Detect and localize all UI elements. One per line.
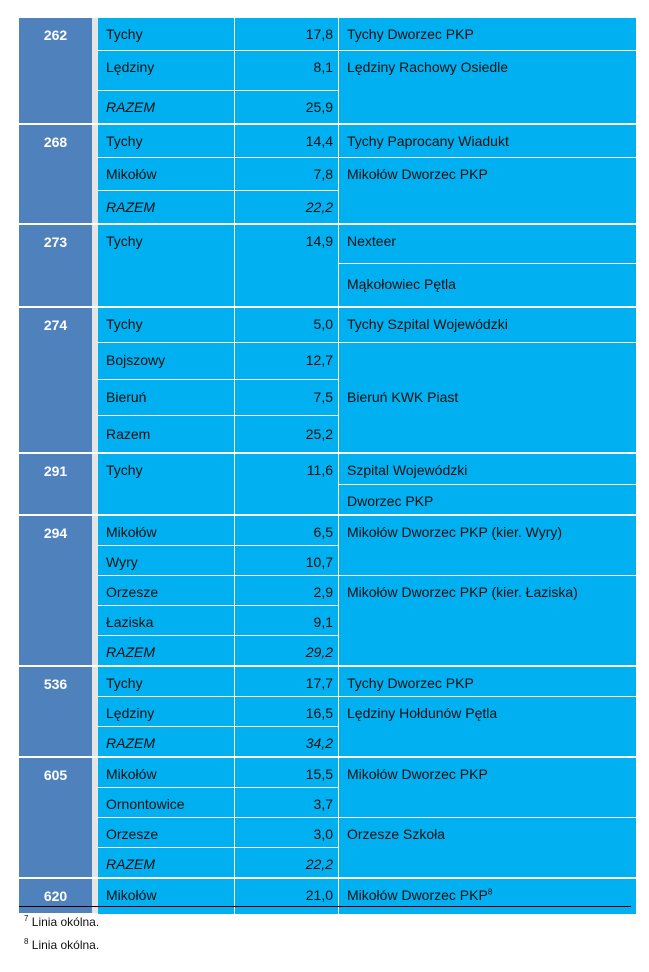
stop-cell: Dworzec PKP — [339, 484, 637, 515]
line-number: 294 — [19, 515, 92, 666]
stop-cell: Lędziny Rachowy Osiedle — [339, 51, 637, 125]
route-table — [19, 18, 636, 915]
total-km: 22,2 — [235, 848, 339, 879]
table-row — [19, 878, 636, 914]
footnote-text: Linia okólna. — [31, 938, 100, 952]
km-cell: 3,7 — [235, 788, 339, 818]
km-cell: 15,5 — [235, 757, 339, 788]
km-cell: 6,5 — [235, 515, 339, 546]
line-number: 605 — [19, 757, 92, 878]
place-cell: Mikołów — [98, 757, 235, 788]
stop-name: Mikołów Dworzec PKP — [347, 887, 488, 903]
stop-cell: Tychy Szpital Wojewódzki — [339, 307, 637, 343]
footnote-mark: 8 — [24, 937, 29, 946]
place-cell: Wyry — [98, 546, 235, 576]
place-cell: Bieruń — [98, 380, 235, 416]
stop-cell: Nexteer — [339, 224, 637, 264]
line-number: 262 — [19, 18, 92, 124]
place-cell: Ornontowice — [98, 788, 235, 818]
footnote-ref: 8 — [487, 887, 493, 897]
place-cell: Lędziny — [98, 51, 235, 91]
table-row — [19, 18, 636, 51]
total-km: 25,9 — [235, 91, 339, 125]
table-row — [19, 757, 636, 788]
km-cell: 8,1 — [235, 51, 339, 91]
total-label: RAZEM — [98, 636, 235, 667]
line-number: 620 — [19, 878, 92, 914]
stop-cell: Orzesze Szkoła — [339, 818, 637, 879]
stop-cell: Tychy Paprocany Wiadukt — [339, 124, 637, 158]
table-row — [19, 51, 636, 91]
km-cell: 7,8 — [235, 158, 339, 191]
total-label: RAZEM — [98, 727, 235, 758]
table-row — [19, 224, 636, 264]
stop-cell: Szpital Wojewódzki — [339, 453, 637, 484]
stop-cell: Mikołów Dworzec PKP (kier. Wyry) — [339, 515, 637, 576]
place-cell: Mikołów — [98, 158, 235, 191]
stop-cell — [339, 878, 637, 914]
line-number: 536 — [19, 666, 92, 757]
km-cell: 14,4 — [235, 124, 339, 158]
stop-cell: Mąkołowiec Pętla — [339, 264, 637, 308]
place-cell: Mikołów — [98, 515, 235, 546]
place-cell: Razem — [98, 416, 235, 454]
line-number: 291 — [19, 453, 92, 515]
km-cell: 12,7 — [235, 343, 339, 380]
place-cell: Tychy — [98, 224, 235, 307]
total-label: RAZEM — [98, 848, 235, 879]
km-cell: 21,0 — [235, 878, 339, 914]
table-row — [19, 697, 636, 727]
km-cell: 9,1 — [235, 606, 339, 636]
total-label: RAZEM — [98, 91, 235, 125]
place-cell: Tychy — [98, 18, 235, 51]
stop-cell: Mikołów Dworzec PKP — [339, 757, 637, 818]
km-cell: 2,9 — [235, 576, 339, 606]
place-cell: Lędziny — [98, 697, 235, 727]
table-row — [19, 666, 636, 697]
total-km: 29,2 — [235, 636, 339, 667]
place-cell: Tychy — [98, 307, 235, 343]
table-row — [19, 453, 636, 484]
place-cell: Orzesze — [98, 576, 235, 606]
total-km: 34,2 — [235, 727, 339, 758]
table-row — [19, 343, 636, 380]
place-cell: Tychy — [98, 666, 235, 697]
place-cell: Tychy — [98, 453, 235, 515]
table-row — [19, 124, 636, 158]
stop-cell: Lędziny Hołdunów Pętla — [339, 697, 637, 758]
place-cell: Orzesze — [98, 818, 235, 848]
km-cell: 3,0 — [235, 818, 339, 848]
total-km: 22,2 — [235, 191, 339, 225]
footnote-mark: 7 — [24, 914, 29, 923]
km-cell: 5,0 — [235, 307, 339, 343]
km-cell: 17,7 — [235, 666, 339, 697]
route-table-wrapper — [19, 18, 636, 915]
table-row — [19, 576, 636, 606]
place-cell: Tychy — [98, 124, 235, 158]
table-row — [19, 158, 636, 191]
line-number: 274 — [19, 307, 92, 453]
footnote — [24, 915, 99, 929]
km-cell: 17,8 — [235, 18, 339, 51]
stop-cell: Mikołów Dworzec PKP — [339, 158, 637, 225]
table-row — [19, 307, 636, 343]
footnote-text: Linia okólna. — [31, 915, 100, 929]
km-cell: 7,5 — [235, 380, 339, 416]
footnote — [24, 938, 99, 952]
stop-cell: Tychy Dworzec PKP — [339, 666, 637, 697]
table-row — [19, 818, 636, 848]
km-cell: 11,6 — [235, 453, 339, 515]
stop-cell: Mikołów Dworzec PKP (kier. Łaziska) — [339, 576, 637, 667]
km-cell: 14,9 — [235, 224, 339, 307]
stop-cell: Tychy Dworzec PKP — [339, 18, 637, 51]
line-number: 273 — [19, 224, 92, 307]
stop-cell: Bieruń KWK Piast — [339, 343, 637, 454]
km-cell: 16,5 — [235, 697, 339, 727]
place-cell: Łaziska — [98, 606, 235, 636]
km-cell: 25,2 — [235, 416, 339, 454]
table-row — [19, 515, 636, 546]
total-label: RAZEM — [98, 191, 235, 225]
km-cell: 10,7 — [235, 546, 339, 576]
place-cell: Bojszowy — [98, 343, 235, 380]
footnote-separator — [19, 906, 631, 907]
line-number: 268 — [19, 124, 92, 224]
place-cell: Mikołów — [98, 878, 235, 914]
